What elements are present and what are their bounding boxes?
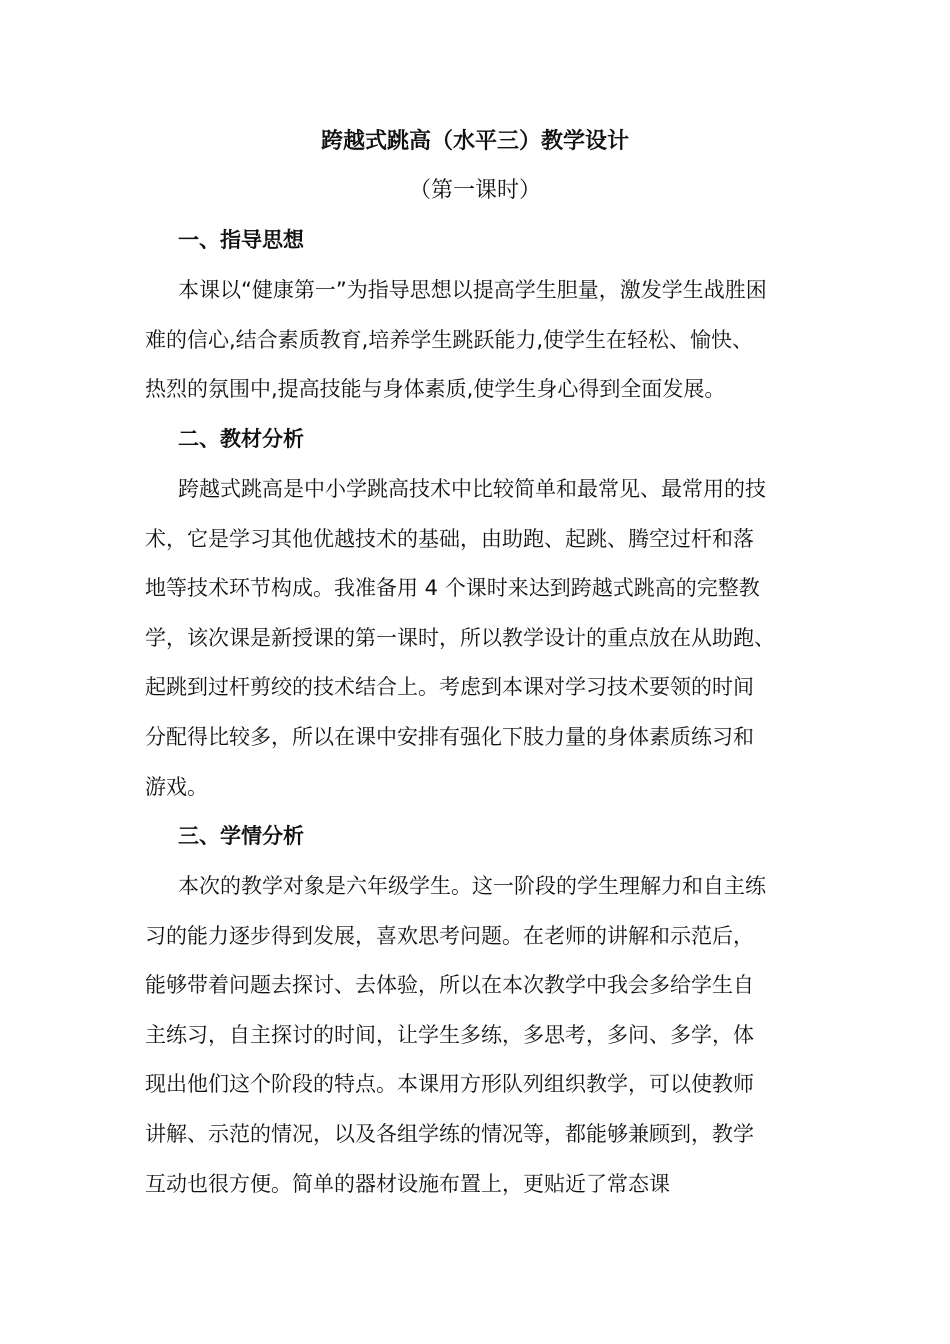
paragraph-line: 起跳到过杆剪绞的技术结合上。考虑到本课对学习技术要领的时间 — [145, 675, 754, 700]
paragraph-line: 习的能力逐步得到发展，喜欢思考问题。在老师的讲解和示范后， — [145, 923, 754, 948]
section-paragraph-student-analysis — [145, 862, 825, 1209]
section-paragraph-guiding-ideology — [145, 266, 825, 415]
paragraph-line: 热烈的氛围中,提高技能与身体素质,使学生身心得到全面发展。 — [145, 377, 726, 402]
section-paragraph-material-analysis — [145, 465, 825, 812]
paragraph-line: 互动也很方便。简单的器材设施布置上，更贴近了常态课 — [145, 1171, 670, 1196]
paragraph-line: 难的信心,结合素质教育,培养学生跳跃能力,使学生在轻松、愉快、 — [145, 327, 754, 352]
paragraph-line: 本课以“健康第一”为指导思想以提高学生胆量，激发学生战胜困 — [178, 278, 767, 302]
document-title: 跨越式跳高（水平三）教学设计 — [320, 129, 629, 154]
paragraph-line: 地等技术环节构成。我准备用 4 个课时来达到跨越式跳高的完整教 — [145, 576, 760, 601]
section-heading-student-analysis: 三、学情分析 — [178, 824, 304, 848]
paragraph-line: 现出他们这个阶段的特点。本课用方形队列组织教学，可以使教师 — [145, 1072, 754, 1097]
document-subtitle: （第一课时） — [408, 178, 541, 203]
paragraph-line: 主练习，自主探讨的时间，让学生多练，多思考，多问、多学，体 — [145, 1022, 754, 1047]
paragraph-line: 术，它是学习其他优越技术的基础，由助跑、起跳、腾空过杆和落 — [145, 526, 754, 551]
paragraph-line: 分配得比较多，所以在课中安排有强化下肢力量的身体素质练习和 — [145, 724, 754, 749]
section-heading-guiding-ideology: 一、指导思想 — [178, 228, 304, 252]
paragraph-line: 跨越式跳高是中小学跳高技术中比较简单和最常见、最常用的技 — [178, 477, 766, 501]
paragraph-line: 讲解、示范的情况，以及各组学练的情况等，都能够兼顾到，教学 — [145, 1121, 754, 1146]
paragraph-line: 能够带着问题去探讨、去体验，所以在本次教学中我会多给学生自 — [145, 973, 754, 998]
section-heading-material-analysis: 二、教材分析 — [178, 427, 304, 451]
paragraph-line: 游戏。 — [145, 774, 208, 799]
paragraph-line: 学，该次课是新授课的第一课时，所以教学设计的重点放在从助跑、 — [145, 625, 775, 650]
paragraph-line: 本次的教学对象是六年级学生。这一阶段的学生理解力和自主练 — [178, 874, 766, 898]
